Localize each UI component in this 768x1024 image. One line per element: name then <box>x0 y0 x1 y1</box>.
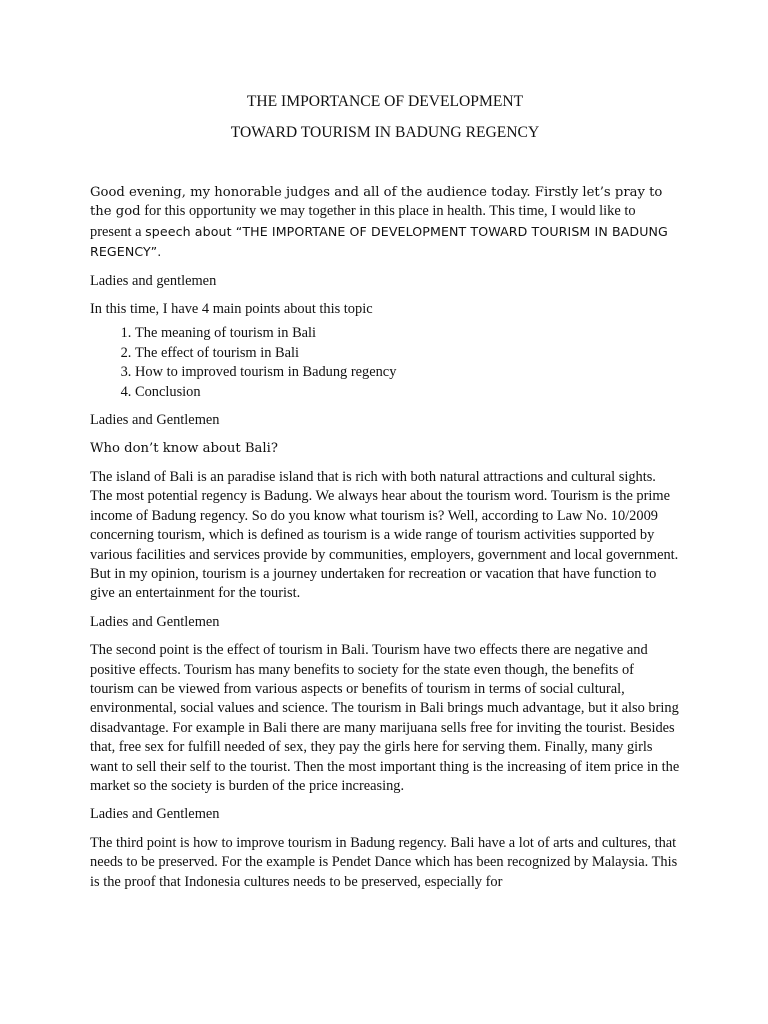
list-item: 4. Conclusion <box>135 383 680 402</box>
list-item: 2. The effect of tourism in Bali <box>135 344 680 363</box>
document-title-line-2: TOWARD TOURISM IN BADUNG REGENCY <box>230 124 540 141</box>
greeting-1: Ladies and gentlemen <box>90 272 217 289</box>
paragraph-bali-meaning: The island of Bali is an paradise island that is rich with both natural attractions and cultural sights. The most potential regency is Badung. We always hear about the tourism word. Tourism is the prime income of Badung regency. So do you know what tourism is? Well, according to Law No. 10/2009 concerning tourism, which is defined as tourism is a wide range of tourism activities supported by various facilities and services provide by communities, employers, government and local government. But in my opinion, tourism is a journey undertaken for recreation or vacation that have function to give an entertainment for the tourist. <box>90 468 679 602</box>
list-item: 1. The meaning of tourism in Bali <box>135 324 680 343</box>
intro-part-3: speech about “THE IMPORTANE OF DEVELOPMENT TOWARD TOURISM IN BADUNG REGENCY”. <box>90 223 668 260</box>
points-intro: In this time, I have 4 main points about this topic <box>90 301 373 318</box>
intro-part-1: Good evening, my honorable judges and all of the audience today. Firstly let’s pray to the god <box>90 185 663 220</box>
intro-paragraph <box>90 183 680 263</box>
greeting-3: Ladies and Gentlemen <box>90 613 220 630</box>
paragraph-tourism-effects: The second point is the effect of tourism in Bali. Tourism have two effects there are negative and positive effects. Tourism has many benefits to society for the state even though, the benefits of tourism can be viewed from various aspects or benefits of tourism in terms of social cultural, environmental, social values and science. The tourism in Bali brings much advantage, but it also bring disadvantage. For example in Bali there are many marijuana sells free for inviting the tourist. Besides that, free sex for fulfill needed of sex, they pay the girls here for serving them. Finally, many girls want to sell their self to the tourist. Then the most important thing is the increasing of item price in the market so the society is burden of the price increasing. <box>90 642 680 794</box>
greeting-2: Ladies and Gentlemen <box>90 412 220 429</box>
intro-part-2: for this opportunity we may together in this place in health. This time, I would like to present a <box>90 203 636 240</box>
document-title-line-1: THE IMPORTANCE OF DEVELOPMENT <box>246 93 524 110</box>
list-item: 3. How to improved tourism in Badung regency <box>135 363 680 382</box>
question-line: Who don’t know about Bali? <box>90 441 278 457</box>
main-points-list <box>90 324 680 402</box>
greeting-4: Ladies and Gentlemen <box>90 806 220 823</box>
paragraph-improve-tourism: The third point is how to improve tourism in Badung regency. Bali have a lot of arts and cultures, that needs to be preserved. For the example is Pendet Dance which has been recognized by Malaysia. This is the proof that Indonesia cultures needs to be preserved, especially for <box>90 834 678 890</box>
document-page <box>90 91 680 892</box>
